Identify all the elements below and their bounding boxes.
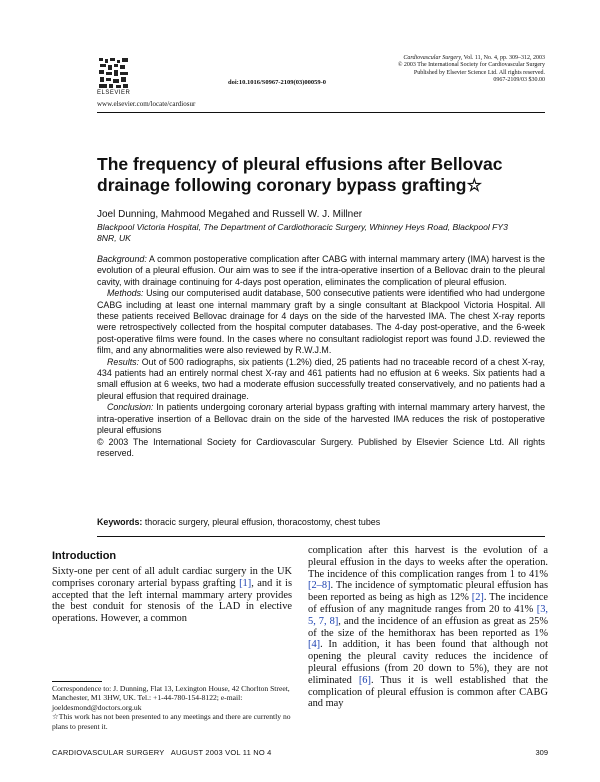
abstract-conclusion-label: Conclusion: <box>107 402 154 413</box>
keywords <box>97 517 545 527</box>
citation-link[interactable]: [1] <box>239 577 252 589</box>
intro-column-1: Sixty-one per cent of all adult cardiac surgery in the UK comprises coronary arterial bypass grafting [1], and it is accepted that the left internal mammary artery provides the best conduit for stenosis of the LAD in elective operations. However, a common <box>52 566 292 625</box>
footnotes <box>52 684 292 731</box>
page-number: 309 <box>535 748 548 757</box>
abstract-background-label: Background: <box>97 254 147 264</box>
abstract-copyright: © 2003 The International Society for Cardiovascular Surgery. Published by Elsevier Science Ltd. All rights reserved. <box>97 436 545 458</box>
footnote-divider <box>52 681 102 682</box>
journal-url[interactable]: www.elsevier.com/locate/cardiosur <box>97 100 196 108</box>
section-heading-introduction: Introduction <box>52 550 117 562</box>
abstract-methods-label: Methods: <box>107 288 144 299</box>
citation-link[interactable]: [2–8] <box>308 580 331 592</box>
article-authors: Joel Dunning, Mahmood Megahed and Russell W. J. Millner <box>97 209 363 220</box>
journal-volume: Vol. 11, No. 4, pp. 309–312, 2003 <box>463 55 545 61</box>
abstract-conclusion: Conclusion: In patients undergoing coronary arterial bypass grafting with internal mammary artery harvest, the intra-operative insertion of a Bellovac drain on the side of the harvested IMA reduces the risk of postoperative pleural effusions <box>97 402 546 436</box>
abstract-divider <box>97 536 545 537</box>
journal-publisher: Published by Elsevier Science Ltd. All rights reserved. <box>413 69 545 76</box>
article-title: The frequency of pleural effusions after Bellovac drainage following coronary bypass grafting☆ <box>97 154 503 195</box>
article-affiliation: Blackpool Victoria Hospital, The Department of Cardiothoracic Surgery, Whinney Heys Road, Blackpool FY3 8NR, UK <box>97 222 508 243</box>
citation-link[interactable]: [4] <box>308 639 321 651</box>
citation-link[interactable]: [3, 5, 7, 8] <box>308 603 548 627</box>
abstract-methods: Methods: Using our computerised audit database, 500 consecutive patients were identified who had undergone CABG including at least one internal mammary graft by a single consultant at Blackpool Victoria Hospital. All these patients received Bellovac drainage for 4 days on the side of the harvested IMA. The chest X-ray reports were retrospectively collected from the hospital computer databases. The 4-day post-operative, and the 6-week post-operative films were found. In the cases where no consultant radiologist report was found J.D. reviewed the film, and any abnormalities were also reviewed by R.W.J.M. <box>97 288 545 356</box>
journal-copyright: © 2003 The International Society for Cardiovascular Surgery <box>397 62 545 69</box>
doi[interactable]: doi:10.1016/S0967-2109(03)00059-0 <box>228 79 327 86</box>
journal-info <box>398 55 545 85</box>
keywords-text: thoracic surgery, pleural effusion, thoracostomy, chest tubes <box>144 517 381 527</box>
footnote-correspondence: Correspondence to: J. Dunning, Flat 13, Lexington House, 42 Chorlton Street, Manchester, M1 3HW, UK. Tel.: +1-44-780-154-8122; e-mail: joeldesmond@doctors.org.uk <box>52 684 290 712</box>
citation-link[interactable]: [2] <box>471 592 484 604</box>
journal-name: Cardiovascular Surgery, <box>403 55 463 61</box>
abstract-background: Background: A common postoperative complication after CABG with internal mammary artery (IMA) harvest is the evolution of a pleural effusion. Our aim was to see if the intra-operative insertion of a Bellovac drain to the pleural cavity, with drainage continuing for 4-days post operation, eliminates the complication of pleural effusion. <box>97 254 545 287</box>
abstract-results: Results: Out of 500 radiographs, six patients (1.2%) died, 25 patients had no traceable record of a chest X-ray, 434 patients had an entirely normal chest X-ray and 461 patients had no effusion at 6 weeks. Six patients had a small effusion at 6 weeks, two had a moderate effusion successfully treated conservatively, and no patients had a pleural effusion that required drainage. <box>97 356 545 401</box>
footnote-note: ☆This work has not been presented to any meetings and there are currently no plans to present it. <box>52 712 291 731</box>
page-footer-journal: CARDIOVASCULAR SURGERY AUGUST 2003 VOL 11 NO 4 <box>52 748 272 757</box>
abstract <box>97 254 545 459</box>
elsevier-logo-caption: ELSEVIER <box>97 90 131 96</box>
journal-issn: 0967-2109/03 $30.00 <box>493 77 545 84</box>
keywords-label: Keywords: <box>97 517 143 527</box>
intro-column-2: complication after this harvest is the evolution of a pleural effusion in the days to weeks after the operation. The incidence of this complication ranges from 1 to 41% [2–8]. The incidence of symptomatic pleural effusion has been reported as being as high as 12% [2]. The incidence of effusion of any magnitude ranges from 20 to 41% [3, 5, 7, 8], and the incidence of an effusion as great as 25% of the size of the hemithorax has been reported as 1% [4]. In addition, it has been found that although not opening the pleural cavity reduces the incidence of pleural effusions (from 20 down to 5%), they are not eliminated [6]. Thus it is well established that the complication of pleural effusion is common after CABG and may <box>308 545 548 710</box>
citation-link[interactable]: [6] <box>358 674 371 686</box>
header-divider <box>97 112 545 113</box>
abstract-results-label: Results: <box>107 356 140 367</box>
elsevier-logo-icon <box>97 56 131 90</box>
